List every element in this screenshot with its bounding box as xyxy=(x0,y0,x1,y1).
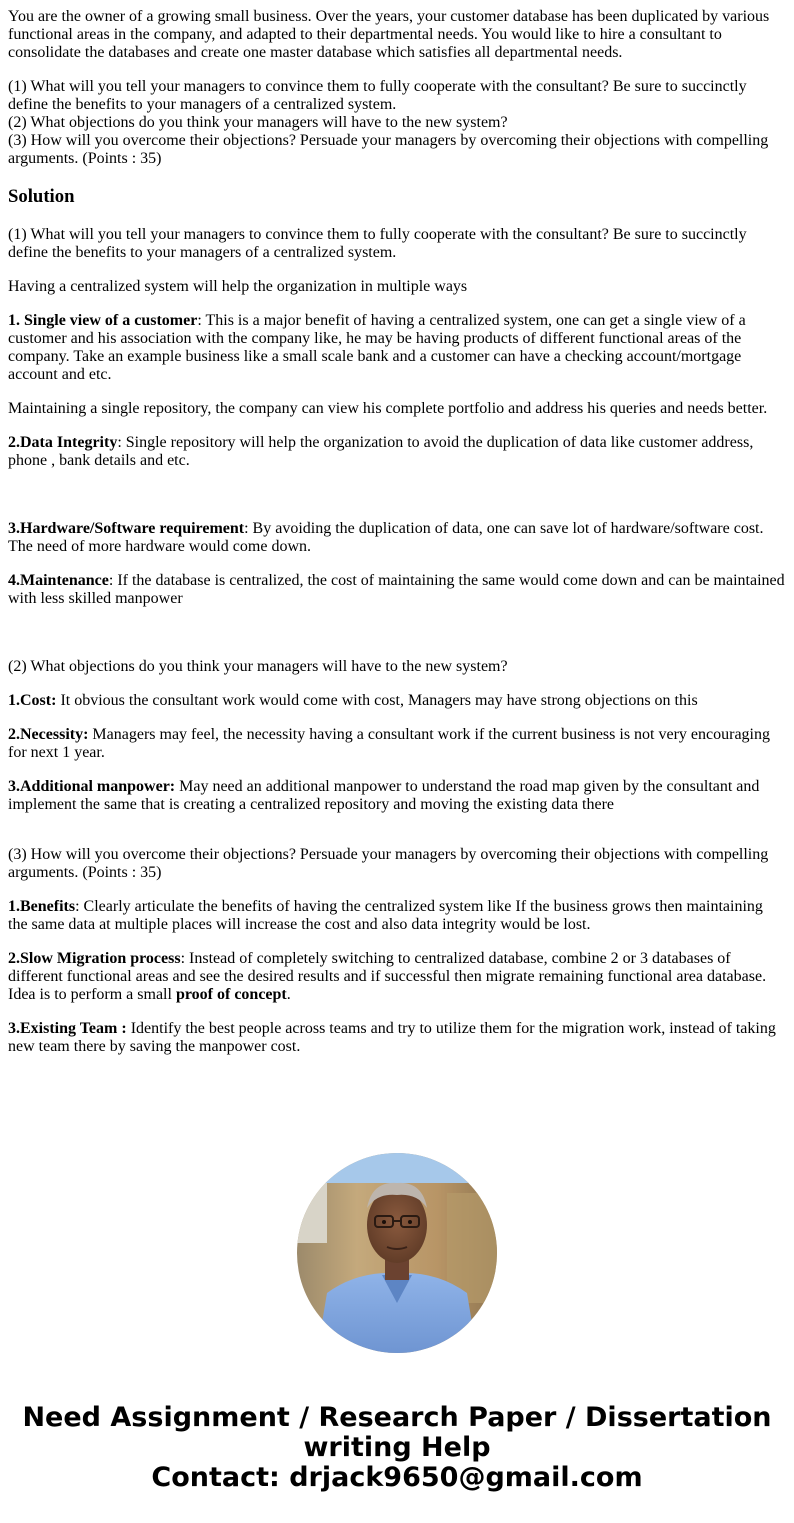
question-1: (1) What will you tell your managers to convince them to fully cooperate with the consultant? Be sure to succinctly define the benefits to your managers of a centralized system. xyxy=(8,78,747,113)
item-title: 3.Hardware/Software requirement xyxy=(8,520,245,537)
part1-question: (1) What will you tell your managers to convince them to fully cooperate with the consultant? Be sure to succinctly define the benefits to your managers of a centralized system. xyxy=(8,226,747,261)
footer-line-2: writing Help xyxy=(303,1432,491,1463)
item-text: : Instead of completely switching to centralized database, combine 2 or 3 databases of different functional areas and see the desired results and if successful then migrate remaining functional area database. Idea is to perform a small xyxy=(8,950,767,1003)
item-text: : This is a major benefit of having a centralized system, one can get a single view of a customer and his association with the company like, he may be having products of different functional areas of the company. Take an example business like a small scale bank and a customer can have a checking account/mortgage account and etc. xyxy=(8,312,746,383)
part2-item-necessity xyxy=(8,726,786,762)
item-title: 3.Existing Team : xyxy=(8,1020,127,1037)
spacer xyxy=(8,486,786,520)
intro-paragraph: You are the owner of a growing small business. Over the years, your customer database has been duplicated by various functional areas in the company, and adapted to their departmental needs. You would like to hire a consultant to consolidate the databases and create one master database which satisfies all departmental needs. xyxy=(8,8,770,61)
question-2: (2) What objections do you think your managers will have to the new system? xyxy=(8,114,508,131)
part1-lead: Having a centralized system will help the organization in multiple ways xyxy=(8,278,468,295)
part3-question: (3) How will you overcome their objections? Persuade your managers by overcoming their objections with compelling arguments. (Points : 35) xyxy=(8,846,769,881)
item-emphasis: proof of concept xyxy=(175,986,287,1003)
item-text: It obvious the consultant work would come with cost, Managers may have strong objections on this xyxy=(56,692,698,709)
footer-line-3: Contact: drjack9650@gmail.com xyxy=(151,1462,643,1493)
item-title: 1. Single view of a customer xyxy=(8,312,198,329)
item-title: 1.Cost: xyxy=(8,692,57,709)
spacer xyxy=(8,830,786,846)
solution-heading: Solution xyxy=(8,186,75,207)
part1-item-maintenance xyxy=(8,572,786,608)
item-title: 2.Data Integrity xyxy=(8,434,118,451)
part2-item-manpower xyxy=(8,778,786,814)
footer-line-1: Need Assignment / Research Paper / Dissertation xyxy=(22,1402,772,1433)
author-avatar xyxy=(297,1153,497,1353)
item-title: 4.Maintenance xyxy=(8,572,109,589)
item-title: 3.Additional manpower: xyxy=(8,778,176,795)
part1-item-single-view xyxy=(8,312,786,384)
item-title: 2.Necessity: xyxy=(8,726,89,743)
item-text: : Single repository will help the organization to avoid the duplication of data like customer address, phone , bank details and etc. xyxy=(8,434,754,469)
part2-question: (2) What objections do you think your managers will have to the new system? xyxy=(8,658,508,675)
item-text: : Clearly articulate the benefits of having the centralized system like If the business grows then maintaining the same data at multiple places will increase the cost and also data integrity would be lost. xyxy=(8,898,763,933)
item-text: Managers may feel, the necessity having a consultant work if the current business is not very encouraging for next 1 year. xyxy=(8,726,770,761)
spacer xyxy=(8,624,786,658)
item-title: 1.Benefits xyxy=(8,898,76,915)
item-text: May need an additional manpower to understand the road map given by the consultant and implement the same that is creating a centralized repository and moving the existing data there xyxy=(8,778,760,813)
part2-item-cost xyxy=(8,692,786,710)
author-portrait-image xyxy=(297,1153,497,1353)
part3-item-slow-migration xyxy=(8,950,786,1004)
item-title: 2.Slow Migration process xyxy=(8,950,181,967)
question-list xyxy=(8,78,786,168)
item-text: : If the database is centralized, the cost of maintaining the same would come down and can be maintained with less skilled manpower xyxy=(8,572,785,607)
part3-item-benefits xyxy=(8,898,786,934)
item-end: . xyxy=(286,986,291,1003)
part1-item-hardware xyxy=(8,520,786,556)
question-3: (3) How will you overcome their objections? Persuade your managers by overcoming their objections with compelling arguments. (Points : 35) xyxy=(8,132,769,167)
part3-item-existing-team xyxy=(8,1020,786,1056)
item-text: Identify the best people across teams and try to utilize them for the migration work, instead of taking new team there by saving the manpower cost. xyxy=(8,1020,776,1055)
item-text: : By avoiding the duplication of data, one can save lot of hardware/software cost. The need of more hardware would come down. xyxy=(8,520,764,555)
footer-contact xyxy=(0,1403,794,1493)
part1-note: Maintaining a single repository, the company can view his complete portfolio and address his queries and needs better. xyxy=(8,400,768,417)
part1-item-data-integrity xyxy=(8,434,786,470)
